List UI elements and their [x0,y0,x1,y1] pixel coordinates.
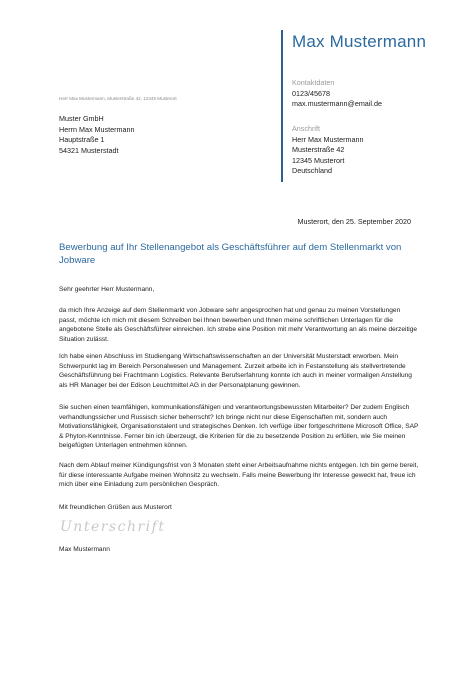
address-line: Deutschland [292,166,332,175]
recipient-block [59,114,135,156]
address-heading: Anschrift [292,124,320,133]
contact-block [292,78,382,110]
header-accent-bar [281,30,283,182]
signed-name: Max Mustermann [59,546,110,553]
body-paragraph: Ich habe einen Abschluss im Studiengang Wirtschaftswissenschaften an der Universität Musterstadt erworben. Mein Schwerpunkt lag im Bereich Personalwesen und Management. Zurzeit arbeite ich in Festanstellung als stellvertretende Geschäftsführung bei Frachtmann Logistics. Relevante Berufserfahrung konnte ich auch in meiner vormaligen Anstellung als HR Manager bei der Edison Leuchtmittel AG in der Personalplanung gewinnen. [59,353,412,389]
address-block [292,124,364,177]
contact-heading: Kontaktdaten [292,78,335,87]
recipient-line: 54321 Musterstadt [59,145,119,155]
body-paragraph: Nach dem Ablauf meiner Kündigungsfrist von 3 Monaten steht einer Arbeitsaufnahme nichts entgegen. Ich bin gerne bereit, für diese interessante Aufgabe meinen Wohnsitz zu wechseln. Falls meine Bewerbung Ihr Interesse geweckt hat, freue ich mich über eine Einladung zum persönlichen Gespräch. [59,462,419,489]
recipient-line: Herrn Max Mustermann [59,124,135,134]
salutation: Sehr geehrter Herr Mustermann, [59,286,155,293]
letter-date: Musterort, den 25. September 2020 [297,217,411,226]
address-line: 12345 Musterort [292,155,345,165]
letter-subject: Bewerbung auf Ihr Stellenangebot als Geschäftsführer auf dem Stellenmarkt von Jobware [59,242,402,266]
signature-placeholder: Unterschrift [60,519,166,535]
address-line: Herr Max Mustermann [292,134,364,144]
phone-number: 0123/45678 [292,88,330,98]
sender-return-line: Herr Max Mustermann, Musterstraße 42, 12345 Musterort [59,96,177,101]
recipient-line: Muster GmbH [59,114,104,123]
applicant-name: Max Mustermann [292,32,427,51]
body-paragraph: Sie suchen einen teamfähigen, kommunikationsfähigen und verantwortungsbewussten Mitarbeiter? Der zudem Englisch verhandlungssicher und Russisch sicher beherrscht? Ich bringe nicht nur diese Eigenschaften mit, sondern auch Motivationsfähigkeit, Organisationstalent und strategisches Denken. Ich verfüge über fortgeschrittene Microsoft Office, SAP & Phyton-Kenntnisse. Ferner bin ich überzeugt, die Kriterien für die zu besetzende Position zu erfüllen, wie Sie meinen beigefügten Unterlagen entnehmen können. [59,404,419,450]
recipient-line: Hauptstraße 1 [59,135,105,144]
closing-line: Mit freundlichen Grüßen aus Musterort [59,504,172,511]
address-line: Musterstraße 42 [292,145,345,154]
email-address: max.mustermann@email.de [292,99,382,108]
body-paragraph: da mich Ihre Anzeige auf dem Stellenmarkt von Jobware sehr angesprochen hat und genau zu meinen Vorstellungen passt, möchte ich mich mit diesem Schreiben bei Ihnen bewerben und Ihnen meine schriftlichen Unterlagen für die angebotene Stelle als Geschäftsführer einreichen. Ich strebe eine Position mit mehr Verantwortung an als meine derzeitige Situation zulässt. [59,307,418,343]
